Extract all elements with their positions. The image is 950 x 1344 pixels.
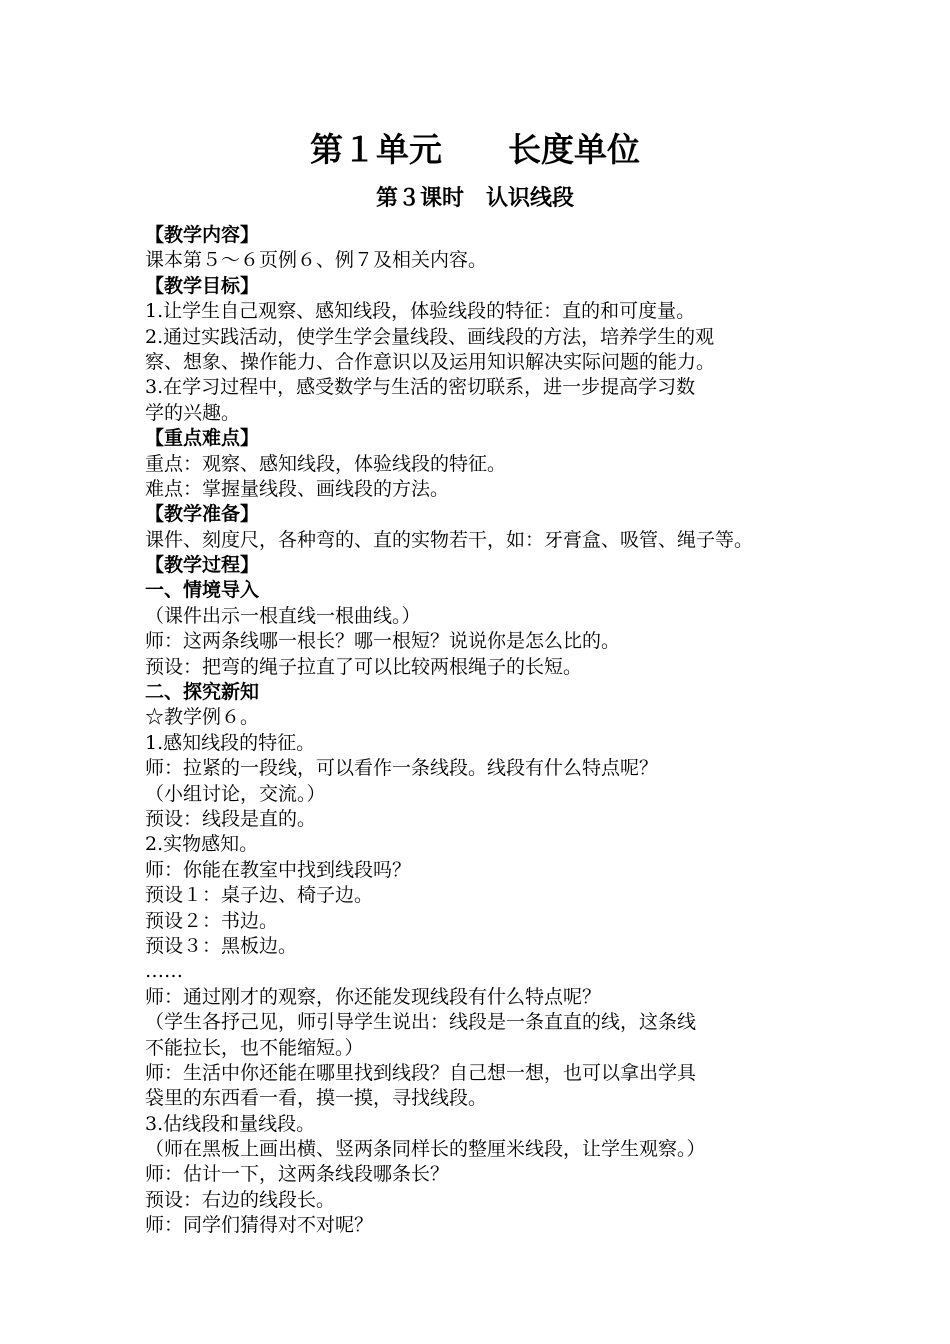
text-line: 课件、刻度尺，各种弯的、直的实物若干，如：牙膏盒、吸管、绳子等。: [145, 528, 754, 551]
text-line: 学的兴趣。: [145, 401, 241, 424]
text-line: ☆教学例６。: [145, 706, 260, 729]
text-line: 师：通过刚才的观察，你还能发现线段有什么特点呢？: [145, 985, 602, 1008]
text-line: 1.感知线段的特征。: [145, 731, 316, 754]
section-heading: 【教学准备】: [145, 503, 260, 526]
text-line: 2.通过实践活动，使学生学会量线段、画线段的方法，培养学生的观: [145, 325, 715, 348]
text-line: 不能拉长，也不能缩短。）: [145, 1036, 364, 1059]
section-heading: 【教学内容】: [145, 224, 260, 246]
text-line: 重点：观察、感知线段，体验线段的特征。: [145, 452, 507, 475]
text-line: ……: [145, 960, 183, 983]
text-line: 3.估线段和量线段。: [145, 1112, 316, 1135]
text-line: 3.在学习过程中，感受数学与生活的密切联系，进一步提高学习数: [145, 376, 696, 399]
text-line: 难点：掌握量线段、画线段的方法。: [145, 477, 450, 500]
text-line: 师：这两条线哪一根长？哪一根短？说说你是怎么比的。: [145, 630, 621, 653]
page-title: 第１单元 长度单位: [310, 130, 640, 169]
text-line: 师：拉紧的一段线，可以看作一条线段。线段有什么特点呢？: [145, 757, 659, 780]
text-line: 预设：把弯的绳子拉直了可以比较两根绳子的长短。: [145, 655, 583, 678]
text-line: 师：生活中你还能在哪里找到线段？自己想一想，也可以拿出学具: [145, 1061, 697, 1084]
text-line: 师：估计一下，这两条线段哪条长？: [145, 1163, 450, 1186]
text-line: （师在黑板上画出横、竖两条同样长的整厘米线段，让学生观察。）: [145, 1138, 706, 1161]
text-line: 察、想象、操作能力、合作意识以及运用知识解决实际问题的能力。: [145, 350, 716, 373]
text-line: 预设３：黑板边。: [145, 934, 298, 957]
text-line: （小组讨论，交流。）: [145, 782, 326, 805]
document-body: [145, 223, 835, 1239]
text-line: 师：同学们猜得对不对呢？: [145, 1214, 374, 1237]
text-line: （学生各抒己见，师引导学生说出：线段是一条直直的线，这条线: [145, 1011, 697, 1034]
text-line: 1.让学生自己观察、感知线段，体验线段的特征：直的和可度量。: [145, 300, 696, 323]
text-line: 课本第５～６页例６、例７及相关内容。: [145, 249, 488, 272]
text-line: 预设２：书边。: [145, 909, 279, 932]
text-line: 2.实物感知。: [145, 833, 259, 856]
text-line: 预设：右边的线段长。: [145, 1188, 336, 1211]
text-line: 预设：线段是直的。: [145, 807, 317, 830]
text-line: （课件出示一根直线一根曲线。）: [145, 604, 421, 627]
lesson-subtitle: 第３课时 认识线段: [375, 186, 574, 211]
section-heading: 【教学过程】: [145, 554, 260, 577]
section-heading: 一、情境导入: [145, 579, 260, 602]
text-line: 师：你能在教室中找到线段吗？: [145, 858, 412, 881]
text-line: 预设１：桌子边、椅子边。: [145, 884, 374, 907]
section-heading: 【教学目标】: [145, 274, 260, 297]
section-heading: 【重点难点】: [145, 427, 260, 450]
text-line: 袋里的东西看一看，摸一摸，寻找线段。: [145, 1087, 488, 1110]
section-heading: 二、探究新知: [145, 681, 260, 704]
